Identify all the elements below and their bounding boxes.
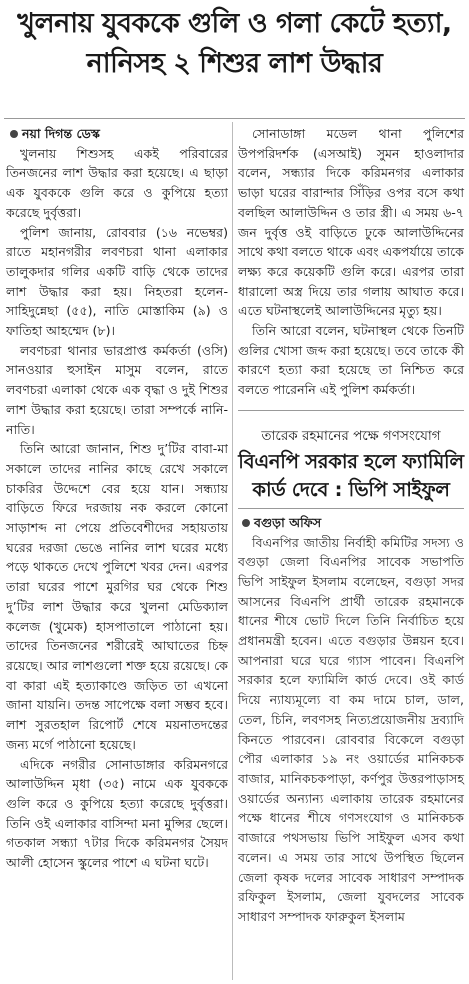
bullet-icon	[242, 519, 250, 527]
article-headline: খুলনায় যুবককে গুলি ও গলা কেটে হত্যা, নানিসহ ২ শিশুর লাশ উদ্ধার	[17, 8, 452, 79]
article-paragraph: পুলিশ জানায়, রোববার (১৬ নভেম্বর) রাতে মহানগরীর লবণচরা থানা এলাকার তালুকদার গলির একটি বাড়ি থেকে তাদের লাশ উদ্ধার করা হয়। নিহতরা হলেন- সাহিদুন্নেছা (৫৫), নাতি মোস্তাকিম (৯) ও ফাতিহা আহম্মেদ (৮)।	[6, 224, 228, 339]
second-byline	[238, 513, 464, 533]
article-continuation	[238, 124, 464, 400]
article-paragraph: এদিকে নগরীর সোনাডাঙ্গার করিমনগরে আলাউদ্দিন মৃধা (৩৫) নামে এক যুবককে গুলি করে ও কুপিয়ে হত্যা করেছে দুর্বৃত্তরা। তিনি ওই এলাকার বাসিন্দা মনা মুন্সির ছেলে। গতকাল সন্ধ্যা ৭টার দিকে করিমনগর সৈয়দ আলী হোসেন স্কুলের পাশে এ ঘটনা ঘটে।	[6, 756, 228, 871]
second-article-headline: বিএনপি সরকার হলে ফ্যামিলি কার্ড দেবে : ভিপি সাইফুল	[238, 449, 464, 501]
byline-text: নয়া দিগন্ত ডেস্ক	[22, 126, 100, 141]
headline-divider	[4, 118, 465, 119]
second-article-divider	[238, 508, 464, 509]
article-column-right	[238, 124, 464, 927]
column-divider	[232, 122, 233, 980]
section-divider	[238, 410, 464, 411]
article-paragraph: তিনি আরো বলেন, ঘটনাস্থল থেকে তিনটি গুলির খোসা জব্দ করা হয়েছে। তবে তাকে কী কারণে হত্যা করা হয়েছে তা নিশ্চিত করে বলতে পারেননি এই পুলিশ কর্মকর্তা।	[238, 323, 464, 398]
second-article-kicker: তারেক রহমানের পক্ষে গণসংযোগ	[261, 427, 441, 444]
article-paragraph: তিনি আরো জানান, শিশু দু’টির বাবা-মা সকালে তাদের নানির কাছে রেখে সকালে চাকরির উদ্দেশে বের হয়ে যান। সন্ধ্যায় বাড়িতে ফিরে দরজায় নক করলে কোনো সাড়াশব্দ না পেয়ে প্রতিবেশীদের সহায়তায় ঘরের দরজা ভেঙে নানির লাশ ঘরের মধ্যে পড়ে থাকতে দেখে পুলিশে খবর দেন। এরপর তারা ঘরের পাশে মুরগির ঘর থেকে শিশু দু’টির লাশ উদ্ধার করে খুলনা মেডিক্যাল কলেজ (খুমেক) হাসপাতালে পাঠানো হয়। তাদের তিনজনের শরীরেই আঘাতের চিহ্ন রয়েছে। আর লাশগুলো শক্ত হয়ে রয়েছে। কে বা কারা এই হত্যাকাণ্ডে জড়িত তা এখনো জানা যায়নি। তদন্ত সাপেক্ষে বলা সম্ভব হবে। লাশ সুরতহাল রিপোর্ট শেষে ময়নাতদন্তের জন্য মর্গে পাঠানো হয়েছে।	[6, 441, 228, 752]
article-column-left	[6, 124, 228, 982]
second-article-paragraph: বিএনপির জাতীয় নির্বাহী কমিটির সদস্য ও বগুড়া জেলা বিএনপির সাবেক সভাপতি ভিপি সাইফুল ইসলাম বলেছেন, বগুড়া সদর আসনের বিএনপি প্রার্থী তারেক রহমানকে ধানের শীষে ভোট দিলে তিনি নির্বাচিত হয়ে প্রধানমন্ত্রী হবেন। এতে বগুড়ার উন্নয়ন হবে। আপনারা ঘরে ঘরে গ্যাস পাবেন। বিএনপি সরকার হলে ফ্যামিলি কার্ড দেবে। ওই কার্ড দিয়ে ন্যায্যমূল্যে বা কম দামে চাল, ডাল, তেল, চিনি, লবণসহ নিত্যপ্রয়োজনীয় দ্রব্যাদি কিনতে পারবেন। রোববার বিকেলে বগুড়া পৌর এলাকার ১৯ নং ওয়ার্ডের মানিকচক বাজার, মানিকচকপাড়া, কর্ণপুর উত্তরপাড়াসহ ওয়ার্ডের অন্যান্য এলাকায় তারেক রহমানের পক্ষে ধানের শীষে গণসংযোগ ও মানিকচক বাজারে পথসভায় ভিপি সাইফুল এসব কথা বলেন। এ সময় তার সাথে উপস্থিত ছিলেন জেলা কৃষক দলের সাবেক সাধারণ সম্পাদক রফিকুল ইসলাম, জেলা যুবদলের সাবেক সাধারণ সম্পাদক ফারুকুল ইসলাম	[238, 534, 464, 924]
bullet-icon	[10, 130, 18, 138]
second-byline-text: বগুড়া অফিস	[254, 514, 322, 530]
article-paragraph: খুলনায় শিশুসহ একই পরিবারের তিনজনের লাশ উদ্ধার করা হয়েছে। এ ছাড়া এক যুবককে গুলি করে ও কুপিয়ে হত্যা করেছে দুর্বৃত্তরা।	[6, 145, 228, 220]
byline	[6, 124, 228, 144]
article-paragraph: সোনাডাঙ্গা মডেল থানা পুলিশের উপপরিদর্শক (এসআই) সুমন হাওলাদার বলেন, সন্ধ্যার দিকে করিমনগর এলাকার ভাড়া ঘরের বারান্দার সিঁড়ির ওপর বসে কথা বলছিল আলাউদ্দিন ও তার স্ত্রী। এ সময় ৬-৭ জন দুর্বৃত্ত ওই বাড়িতে ঢুকে আলাউদ্দিনের সাথে কথা বলতে থাকে এবং একপর্যায়ে তাকে লক্ষ্য করে কয়েকটি গুলি করে। এরপর তারা ধারালো অস্ত্র দিয়ে তার গলায় আঘাত করে। এতে ঘটনাস্থলেই আলাউদ্দিনের মৃত্যু হয়।	[238, 126, 464, 319]
article-paragraph: লবণচরা থানার ভারপ্রাপ্ত কর্মকর্তা (ওসি) সানওয়ার হুসাইন মাসুম বলেন, রাতে লবণচরা এলাকা থেকে এক বৃদ্ধা ও দুই শিশুর লাশ উদ্ধার করা হয়েছে। তারা সম্পর্কে নানি-নাতি।	[6, 342, 228, 437]
